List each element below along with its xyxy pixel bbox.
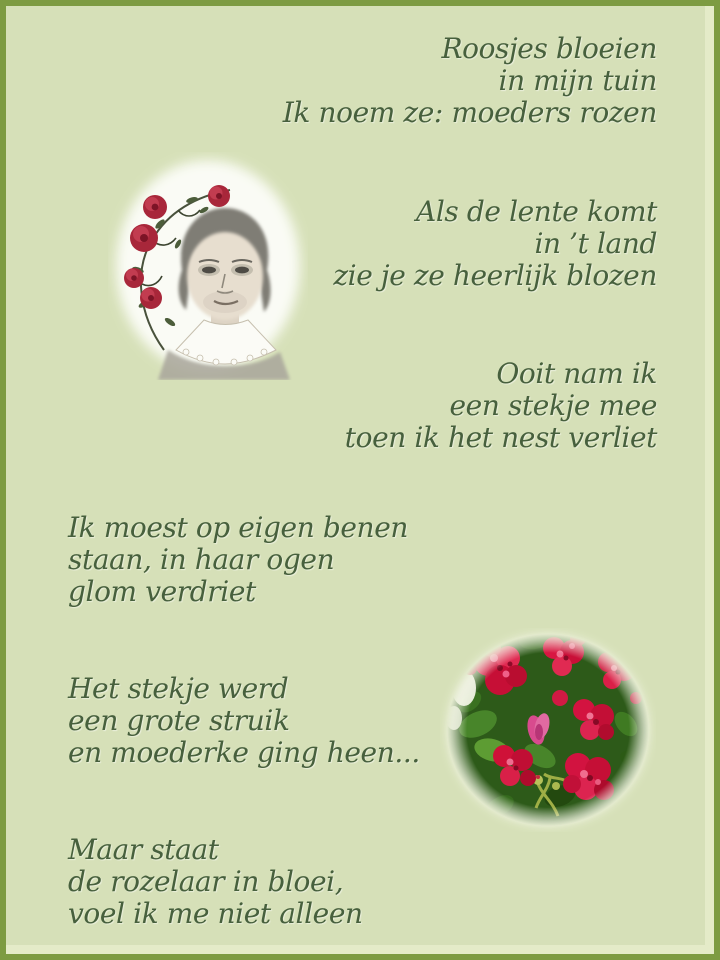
poem-line: Ooit nam ik bbox=[496, 357, 657, 390]
red-roses-image bbox=[440, 628, 656, 832]
poem-line: een stekje mee bbox=[449, 389, 657, 422]
poem-stanza-6 bbox=[68, 834, 363, 930]
mother-portrait-drawing bbox=[108, 152, 308, 380]
poem-line: de rozelaar in bloei, bbox=[68, 865, 344, 898]
poem-line: in mijn tuin bbox=[498, 64, 657, 97]
poem-stanza-2 bbox=[333, 196, 657, 292]
poem-line: staan, in haar ogen bbox=[68, 543, 335, 576]
mother-portrait-image bbox=[108, 152, 308, 380]
poem-stanza-3 bbox=[345, 358, 657, 454]
poem-line: Het stekje werd bbox=[68, 672, 289, 705]
poem-line: toen ik het nest verliet bbox=[344, 421, 657, 454]
poem-stanza-5 bbox=[68, 673, 420, 769]
poem-line: Als de lente komt bbox=[416, 195, 657, 228]
red-roses-photo bbox=[440, 628, 656, 832]
poem-line: zie je ze heerlijk blozen bbox=[333, 259, 657, 292]
poem-line: Roosjes bloeien bbox=[441, 32, 657, 65]
poem-line: voel ik me niet alleen bbox=[68, 897, 363, 930]
poem-line: Ik noem ze: moeders rozen bbox=[282, 96, 657, 129]
poem-line: Ik moest op eigen benen bbox=[68, 511, 408, 544]
poem-stanza-1 bbox=[283, 33, 657, 129]
poem-line: glom verdriet bbox=[68, 575, 256, 608]
poem-line: in ’t land bbox=[534, 227, 657, 260]
poem-line: en moederke ging heen... bbox=[68, 736, 420, 769]
poem-stanza-4 bbox=[68, 512, 408, 608]
poem-line: een grote struik bbox=[68, 704, 290, 737]
roses-photo-content bbox=[444, 628, 652, 829]
poem-line: Maar staat bbox=[68, 833, 219, 866]
